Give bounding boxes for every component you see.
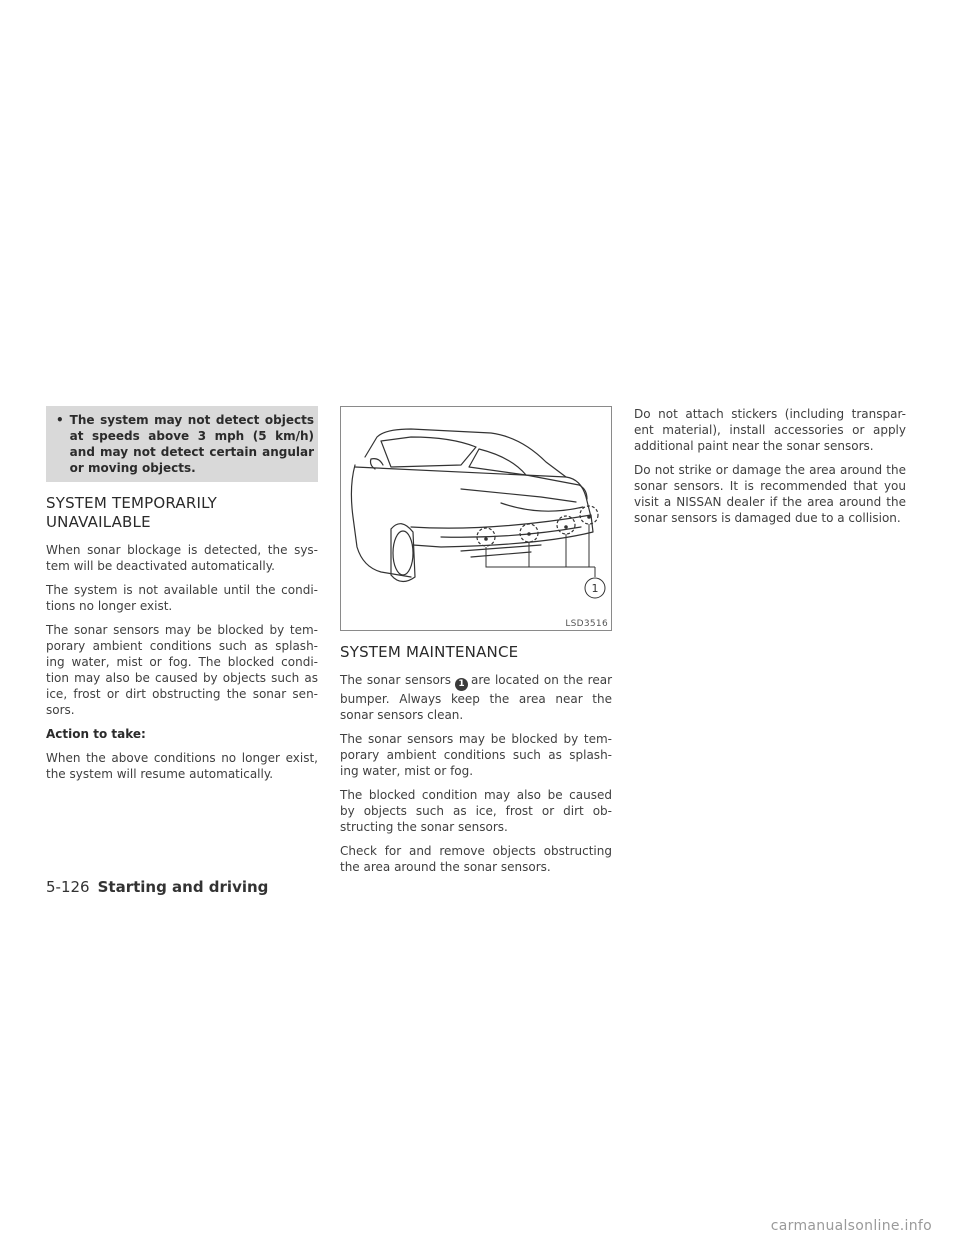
paragraph: The sonar sensors may be blocked by tem-porary ambient conditions such as splash-ing water, mist or fog. bbox=[340, 732, 612, 778]
paragraph: The sonar sensors may be blocked by tem-porary ambient conditions such as splash-ing water, mist or fog. The blocked condi-tion may also be caused by objects such as ice, frost or dirt obstructing the sonar sen-sors. bbox=[46, 623, 318, 717]
paragraph: Do not strike or damage the area around the sonar sensors. It is recommended that you visit a NISSAN dealer if the area around the sonar sensors is damaged due to a collision. bbox=[634, 463, 906, 525]
column-middle bbox=[340, 406, 612, 883]
figure-callout-number: 1 bbox=[591, 582, 599, 595]
heading-temporarily-unavailable: SYSTEM TEMPORARILY UNAVAILABLE bbox=[46, 494, 218, 531]
action-label: Action to take: bbox=[46, 727, 146, 741]
section-title: Starting and driving bbox=[97, 878, 269, 896]
car-rear-drawing bbox=[341, 407, 611, 630]
action-text: When the above conditions no longer exist, the system will resume automatically. bbox=[46, 751, 318, 781]
column-right bbox=[634, 406, 906, 534]
warning-text: The system may not detect objects at speeds above 3 mph (5 km/h) and may not detect certain angular or moving objects. bbox=[69, 413, 314, 475]
page-footer bbox=[46, 878, 268, 896]
warning-box bbox=[46, 406, 318, 482]
paragraph: The blocked condition may also be caused by objects such as ice, frost or dirt ob-structing the sonar sensors. bbox=[340, 788, 612, 834]
callout-icon: 1 bbox=[455, 678, 468, 691]
watermark-text: carmanualsonline.info bbox=[770, 1218, 932, 1234]
paragraph: Do not attach stickers (including transpar-ent material), install accessories or apply additional paint near the sonar sensors. bbox=[634, 407, 906, 453]
figure-code: LSD3516 bbox=[565, 619, 608, 629]
sonar-sensor-illustration bbox=[340, 406, 612, 631]
heading-system-maintenance: SYSTEM MAINTENANCE bbox=[340, 643, 519, 661]
paragraph: Check for and remove objects obstructing the area around the sonar sensors. bbox=[340, 844, 612, 874]
paragraph-sensor-location: The sonar sensors 1 are located on the rear bumper. Always keep the area near the sonar sensors clean. bbox=[340, 673, 613, 722]
warning-bullet: • bbox=[56, 413, 64, 427]
paragraph: The system is not available until the condi-tions no longer exist. bbox=[46, 583, 318, 613]
column-left bbox=[46, 406, 318, 790]
page-number: 5-126 bbox=[46, 878, 90, 896]
paragraph: When sonar blockage is detected, the sys-tem will be deactivated automatically. bbox=[46, 543, 318, 573]
